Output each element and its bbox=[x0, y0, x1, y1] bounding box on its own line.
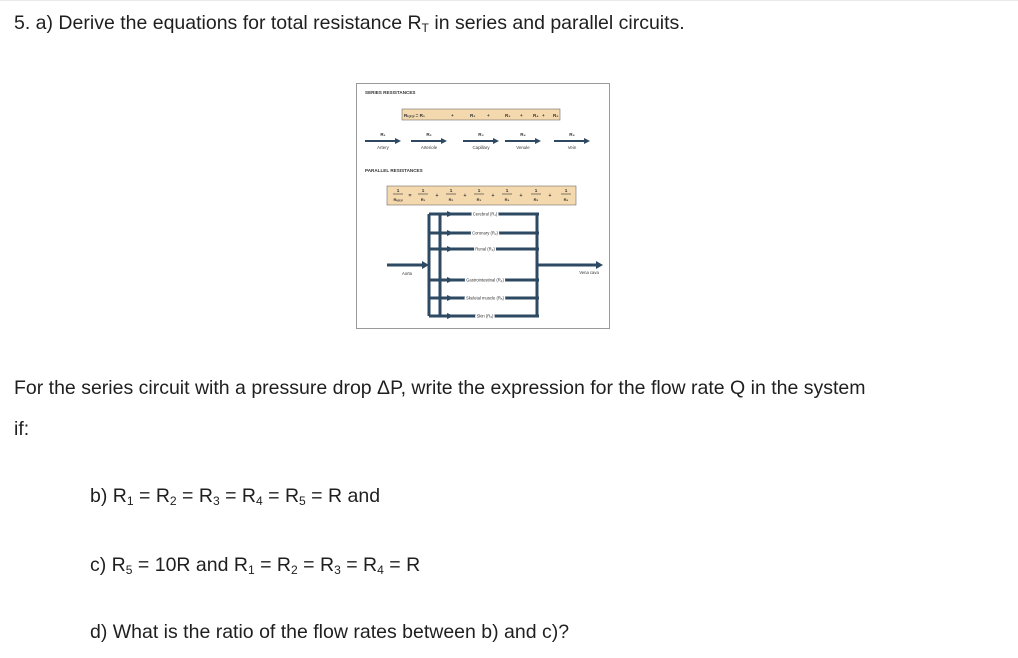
organ-label-2: Renal (R₃) bbox=[475, 246, 495, 252]
series-eq-part-1: + bbox=[451, 113, 454, 118]
series-eq-part-8: R₅ bbox=[553, 113, 559, 118]
parallel-frac-1-num: 1 bbox=[449, 188, 453, 193]
branch-arrow-0 bbox=[447, 211, 454, 217]
r-symbol-3: R bbox=[363, 554, 378, 576]
branch-arrow-1 bbox=[447, 230, 454, 236]
vena-cava-label: Vena cava bbox=[579, 270, 599, 275]
equals-sign: = bbox=[132, 554, 155, 576]
series-eq-part-7: + bbox=[542, 113, 545, 118]
r-symbol-2: R bbox=[319, 554, 335, 576]
parallel-plus-4: + bbox=[548, 193, 552, 199]
r-symbol-1: R bbox=[155, 485, 170, 507]
parallel-frac-1-den: R₂ bbox=[448, 197, 454, 202]
part-b-rhs: R and bbox=[328, 485, 381, 507]
r-subscript-0: 1 bbox=[247, 563, 255, 578]
parallel-plus-3: + bbox=[519, 193, 523, 199]
series-flow-prompt-cont: if: bbox=[14, 418, 30, 440]
equals-sign: = bbox=[383, 554, 407, 576]
parallel-frac-0-den: R₁ bbox=[420, 197, 426, 202]
series-arrow-4-head bbox=[584, 138, 590, 144]
equals-sign: = bbox=[219, 485, 242, 507]
parallel-frac-2-den: R₃ bbox=[476, 197, 482, 202]
parallel-plus-1: + bbox=[463, 193, 467, 199]
r-symbol-3: R bbox=[241, 485, 256, 507]
parallel-heading: PARALLEL RESISTANCES bbox=[365, 168, 423, 173]
r-subscript-0: 1 bbox=[126, 494, 134, 509]
r-symbol-1: R bbox=[276, 554, 292, 576]
equals-sign: = bbox=[254, 554, 277, 576]
top-divider bbox=[0, 0, 1018, 1]
branch-arrow-2 bbox=[447, 246, 454, 252]
parallel-frac-3-num: 1 bbox=[505, 188, 509, 193]
series-arrow-1-head bbox=[441, 138, 447, 144]
parallel-frac-4-num: 1 bbox=[534, 188, 538, 193]
part-c-rhs: R bbox=[406, 554, 421, 576]
series-eq-part-4: R₃ bbox=[505, 113, 511, 118]
series-arrow-2-head bbox=[493, 138, 499, 144]
r-symbol-0: R bbox=[112, 485, 127, 507]
series-label-3: R₄ bbox=[520, 132, 526, 137]
r-symbol-4: R bbox=[284, 485, 300, 507]
part-c-first-rhs: 10R and bbox=[154, 554, 234, 576]
r-symbol-0: R bbox=[233, 554, 248, 576]
part-b bbox=[90, 484, 380, 508]
series-vessel-3: Venule bbox=[516, 145, 530, 150]
title-text: 5. a) Derive the equations for total resistance R bbox=[14, 12, 422, 34]
r-subscript-1: 2 bbox=[291, 563, 298, 578]
part-c bbox=[90, 553, 420, 577]
organ-label-1: Coronary (R₂) bbox=[472, 230, 498, 236]
series-arrow-3-head bbox=[535, 138, 541, 144]
series-label-0: R₁ bbox=[380, 132, 386, 137]
part-b-label: b) bbox=[90, 485, 113, 507]
r-subscript-3: 4 bbox=[256, 494, 263, 509]
organ-label-3: Gastrointestinal (R₄) bbox=[466, 277, 504, 283]
organ-label-5: Skin (R₆) bbox=[476, 313, 494, 319]
parallel-total-frac-num: 1 bbox=[396, 188, 400, 193]
title-text-end: in series and parallel circuits. bbox=[428, 12, 685, 34]
branch-arrow-4 bbox=[447, 295, 454, 301]
series-label-4: R₅ bbox=[569, 132, 575, 137]
parallel-frac-5-num: 1 bbox=[564, 188, 568, 193]
series-eq-part-2: R₂ bbox=[470, 113, 476, 118]
parallel-frac-4-den: R₅ bbox=[533, 197, 539, 202]
equals-sign: = bbox=[340, 554, 364, 576]
question-title bbox=[14, 11, 685, 35]
r-subscript-2: 3 bbox=[334, 563, 341, 578]
series-vessel-1: Arteriole bbox=[420, 145, 438, 150]
series-eq-part-5: + bbox=[520, 113, 523, 118]
r-subscript-1: 2 bbox=[169, 494, 177, 509]
equals-sign: = bbox=[297, 554, 320, 576]
r-subscript-3: 4 bbox=[377, 563, 384, 578]
parallel-frac-5-den: R₆ bbox=[563, 197, 569, 202]
equals-sign: = bbox=[176, 485, 199, 507]
parallel-total-frac-den: Rₜₒₜₐₗ bbox=[393, 197, 403, 202]
aorta-label: Aorta bbox=[401, 271, 413, 276]
equals-sign: = bbox=[305, 485, 328, 507]
series-label-2: R₃ bbox=[478, 132, 484, 137]
title-subscript: T bbox=[421, 21, 429, 36]
r-symbol-2: R bbox=[198, 485, 213, 507]
vena-cava-arrow bbox=[596, 261, 603, 269]
organ-label-0: Cerebral (R₁) bbox=[472, 211, 498, 217]
series-vessel-2: Capillary bbox=[472, 145, 490, 150]
part-d: d) What is the ratio of the flow rates between b) and c)? bbox=[90, 621, 570, 643]
series-vessel-0: Artery bbox=[377, 145, 389, 150]
parallel-equals: = bbox=[408, 193, 412, 199]
resistance-figure bbox=[356, 83, 610, 329]
branch-arrow-5 bbox=[447, 313, 454, 319]
series-eq-part-0: Rₜₒₜₐₗ = R₁ bbox=[404, 113, 425, 118]
parallel-plus-2: + bbox=[491, 193, 495, 199]
parallel-frac-3-den: R₄ bbox=[504, 197, 510, 202]
series-eq-part-3: + bbox=[487, 113, 490, 118]
branch-arrow-3 bbox=[447, 277, 454, 283]
series-arrow-0-head bbox=[395, 138, 401, 144]
equals-sign: = bbox=[133, 485, 156, 507]
parallel-plus-0: + bbox=[435, 193, 439, 199]
r-symbol-f: R bbox=[111, 554, 126, 576]
r-subscript-4: 5 bbox=[299, 494, 306, 509]
r-subscript-2: 3 bbox=[212, 494, 220, 509]
part-c-label: c) bbox=[90, 554, 112, 576]
r-subscript-f: 5 bbox=[125, 563, 133, 578]
series-flow-prompt: For the series circuit with a pressure drop ΔP, write the expression for the flow rate Q in the system bbox=[14, 377, 866, 399]
series-vessel-4: Vein bbox=[567, 145, 577, 150]
equals-sign: = bbox=[262, 485, 285, 507]
series-heading: SERIES RESISTANCES bbox=[365, 90, 416, 95]
parallel-frac-0-num: 1 bbox=[421, 188, 425, 193]
parallel-frac-2-num: 1 bbox=[477, 188, 481, 193]
series-label-1: R₂ bbox=[426, 132, 432, 137]
resistance-diagram bbox=[357, 84, 609, 328]
series-eq-part-6: R₄ bbox=[533, 113, 539, 118]
organ-label-4: Skeletal muscle (R₅) bbox=[466, 295, 504, 301]
